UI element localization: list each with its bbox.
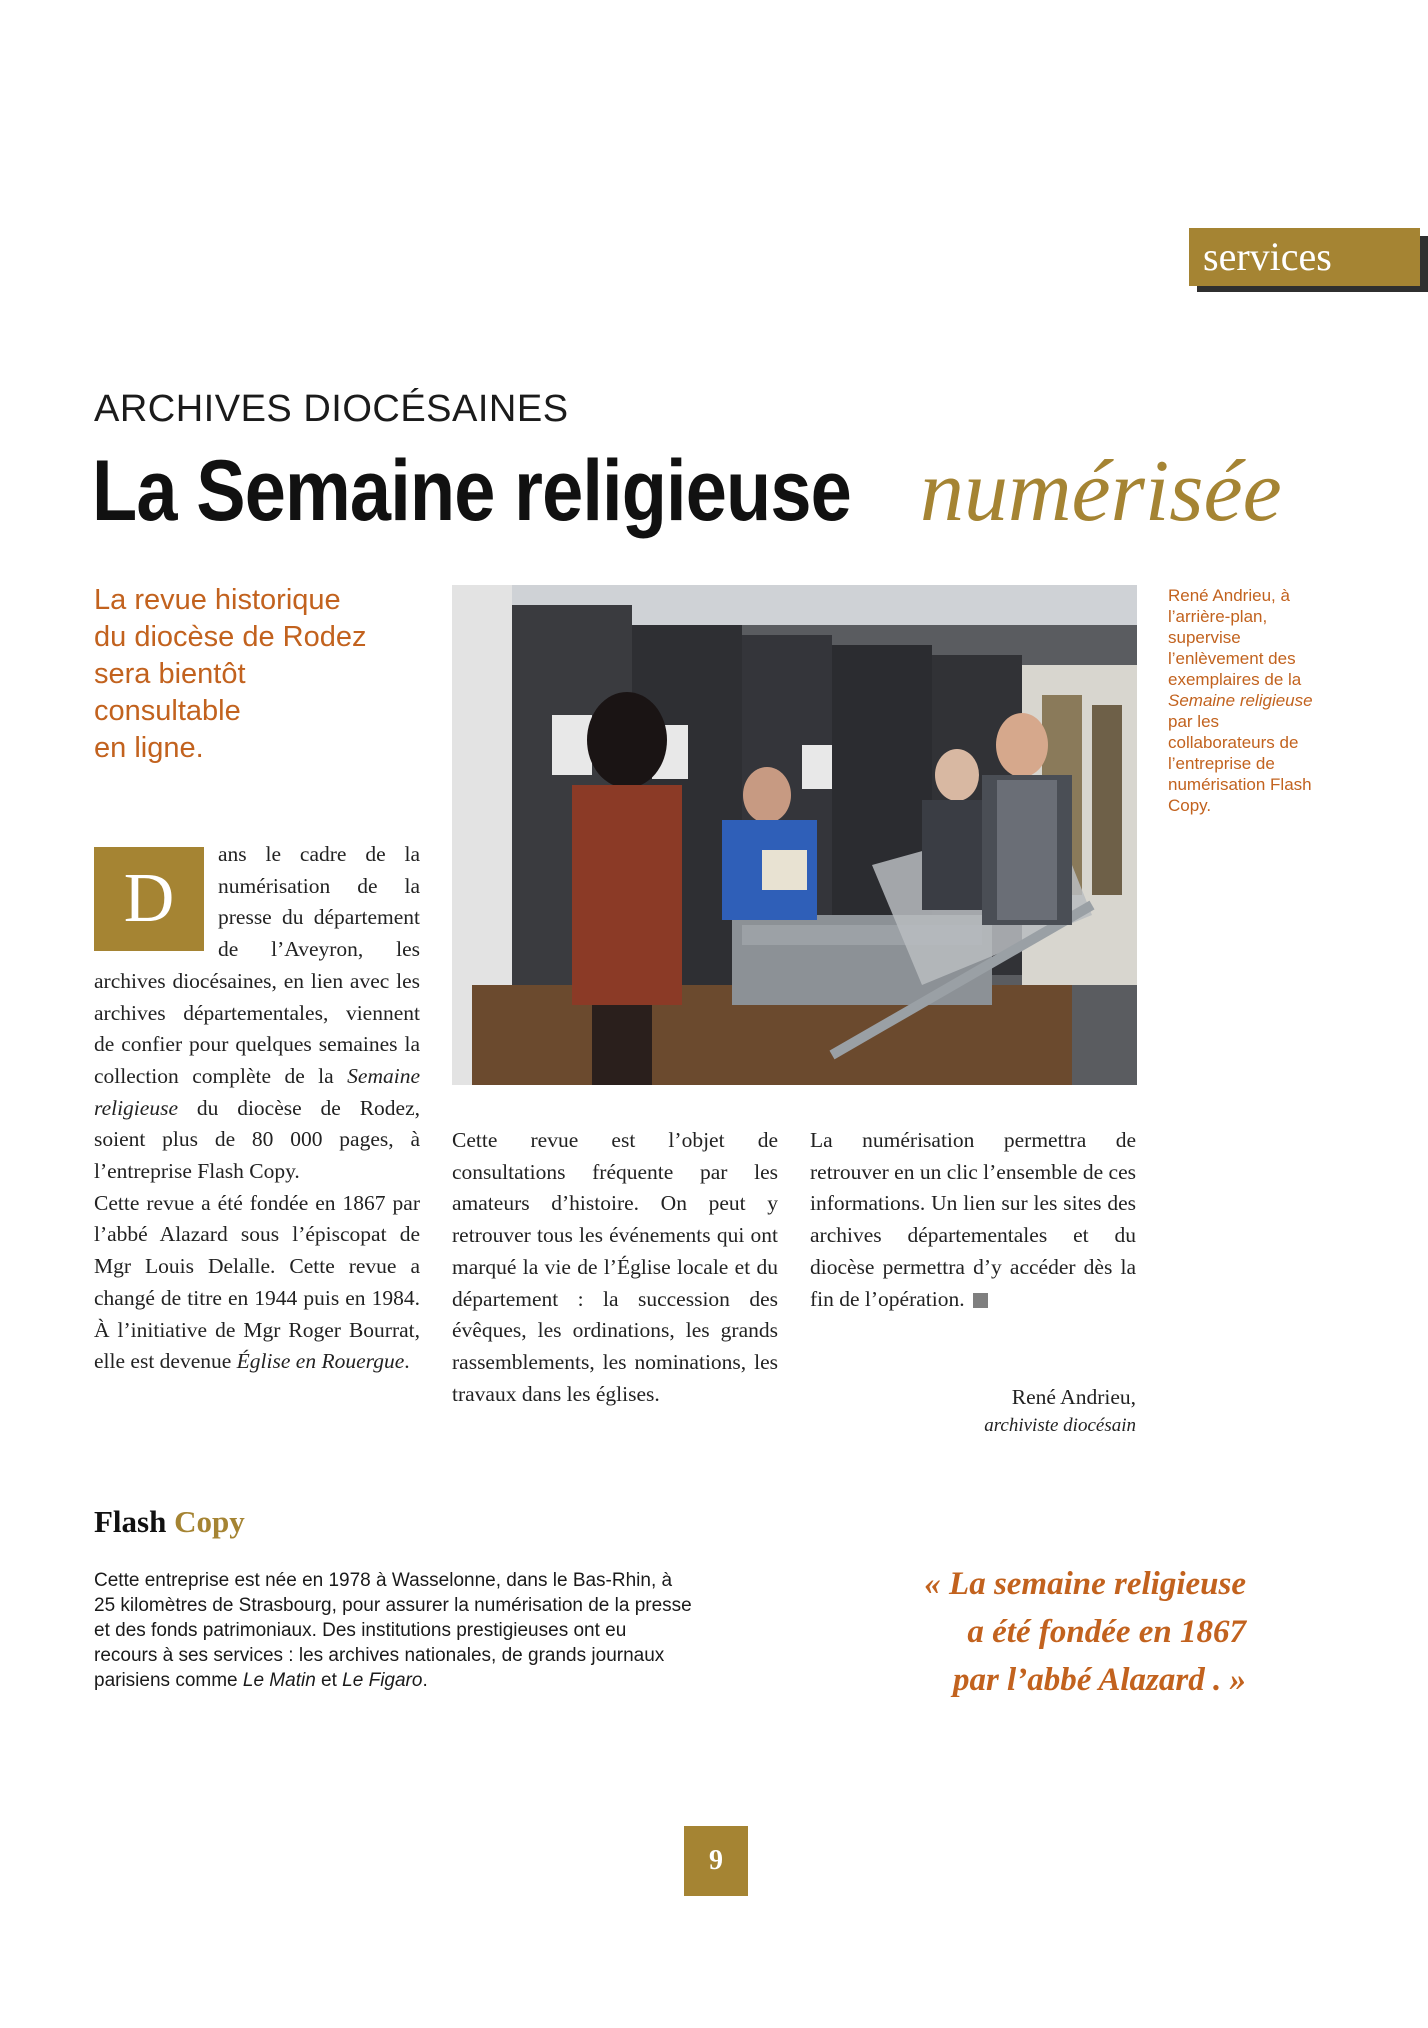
lede — [94, 582, 414, 767]
paragraph-text: ans le cadre de la numérisation de la presse du département de l’Aveyron, les archives diocésaines, en lien avec les archives départementales, viennent de confier pour quelques semaines la collection complète de la — [94, 842, 420, 1088]
sidebar-text-part: Cette entreprise est née en 1978 à Wasselonne, dans le Bas-Rhin, à 25 kilomètres de Strasbourg, pour assurer la numérisation de la presse et des fonds patrimoniaux. Des institutions prestigieuses ont eu recours à ses services : les archives nationales, de grands journaux parisiens comme — [94, 1570, 692, 1691]
article-column-3 — [810, 1125, 1136, 1315]
paragraph-text: Cette revue a été fondée en 1867 par l’abbé Alazard sous l’épiscopat de Mgr Louis Delalle. Cette revue a changé de titre en 1944 puis en 1984. À l’initiative de Mgr Roger Bourrat, elle est devenue — [94, 1190, 420, 1374]
headline-main: La Semaine religieuse — [92, 443, 851, 539]
headline — [92, 443, 1282, 540]
sidebar-text-italic: Le Matin — [242, 1670, 316, 1691]
article-column-1 — [94, 839, 420, 1378]
pull-quote-line: a été fondée en 1867 — [967, 1614, 1246, 1650]
headline-accent: numérisée — [920, 443, 1282, 540]
paragraph-italic: Semaine religieuse — [94, 1063, 420, 1120]
paragraph-italic: Église en Rouergue — [236, 1349, 405, 1374]
paragraph — [810, 1125, 1136, 1315]
caption-text: René Andrieu, à l’arrière-plan, supervise l’enlèvement des exemplaires de la — [1168, 586, 1302, 689]
paragraph-text: . — [404, 1349, 410, 1374]
author-signature — [810, 1382, 1136, 1440]
sidebar-title — [94, 1504, 245, 1540]
lede-line: La revue historique — [94, 584, 341, 616]
section-label: services — [1189, 228, 1420, 286]
paragraph-text: La numérisation permettra de retrouver en un clic l’ensemble de ces informations. Un lien sur les sites des archives départementales et du diocèse permettra d’y accéder dès la fin de l’opération. — [810, 1128, 1136, 1311]
caption-text: par les collaborateurs de l’entreprise de numérisation Flash Copy. — [1168, 712, 1312, 815]
photo-caption — [1168, 585, 1318, 816]
pull-quote-line: par l’abbé Alazard . » — [952, 1662, 1246, 1698]
pull-quote-line: « La semaine religieuse — [924, 1566, 1246, 1602]
section-tag — [1189, 228, 1428, 292]
lede-line: sera bientôt — [94, 658, 246, 690]
lede-line: en ligne. — [94, 732, 204, 764]
caption-title-italic: Semaine religieuse — [1168, 691, 1313, 710]
paragraph: Cette revue est l’objet de consultations fréquente par les amateurs d’histoire. On peut y retrouver tous les événements qui ont marqué la vie de l’Église locale et du département : la succession des évêques, les ordinations, les grands rassemblements, les nominations, les travaux dans les églises. — [452, 1128, 778, 1406]
end-mark-icon — [973, 1293, 988, 1308]
sidebar-text — [94, 1568, 694, 1693]
paragraph — [94, 1188, 420, 1378]
page-number: 9 — [684, 1826, 748, 1896]
sidebar-title-accent: Copy — [174, 1504, 245, 1539]
dropcap: D — [94, 847, 204, 951]
author-name: René Andrieu, — [1011, 1385, 1136, 1409]
lede-line: du diocèse de Rodez — [94, 621, 367, 653]
sidebar-text-part: . — [422, 1670, 428, 1691]
sidebar-text-italic: Le Figaro — [342, 1670, 423, 1691]
archive-room-illustration — [452, 585, 1137, 1085]
sidebar-text-part: et — [315, 1670, 343, 1691]
kicker: ARCHIVES DIOCÉSAINES — [94, 388, 569, 430]
pull-quote — [820, 1560, 1246, 1704]
author-role: archiviste diocésain — [984, 1415, 1136, 1436]
lede-line: consultable — [94, 695, 241, 727]
article-photo — [452, 585, 1137, 1085]
article-column-2 — [452, 1125, 778, 1410]
paragraph-text: du diocèse de Rodez, soient plus de 80 000 pages, à l’entreprise Flash Copy. — [94, 1095, 420, 1184]
sidebar-title-main: Flash — [94, 1504, 167, 1539]
